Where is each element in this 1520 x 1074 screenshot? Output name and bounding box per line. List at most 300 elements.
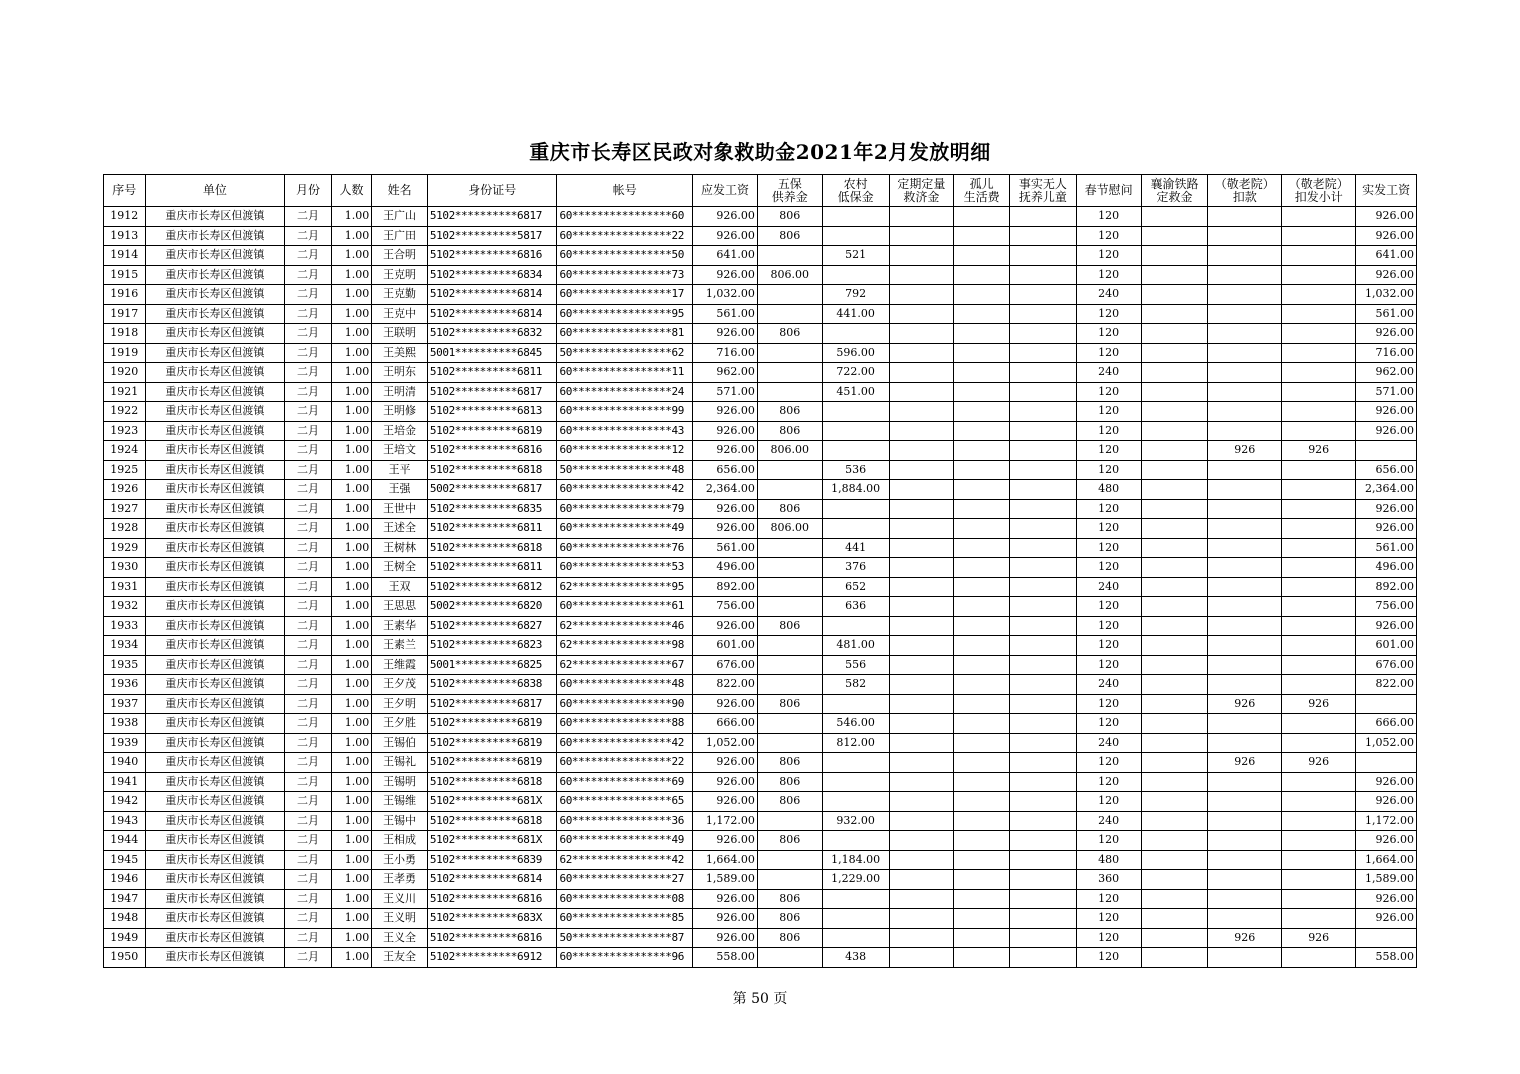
cell-account: 60****************49 (557, 519, 693, 539)
cell-festival: 240 (1076, 675, 1141, 695)
cell-unit: 重庆市长寿区但渡镇 (145, 655, 285, 675)
cell-orphan (954, 538, 1010, 558)
cell-name: 王明东 (372, 363, 428, 383)
cell-unit: 重庆市长寿区但渡镇 (145, 343, 285, 363)
cell-festival: 240 (1076, 285, 1141, 305)
cell-seq: 1917 (104, 304, 146, 324)
cell-orphan (954, 889, 1010, 909)
cell-orphan (954, 831, 1010, 851)
cell-unit: 重庆市长寿区但渡镇 (145, 597, 285, 617)
cell-id-number: 5102**********6832 (427, 324, 557, 344)
cell-deduction (1208, 460, 1282, 480)
cell-deduction-subtotal (1282, 382, 1356, 402)
cell-gross-pay: 601.00 (693, 636, 758, 656)
cell-xiangyu (1141, 870, 1208, 890)
cell-orphan (954, 285, 1010, 305)
cell-dingqi (889, 655, 954, 675)
cell-unsupported-child (1009, 889, 1076, 909)
cell-xiangyu (1141, 577, 1208, 597)
cell-deduction (1208, 655, 1282, 675)
cell-dingqi (889, 363, 954, 383)
cell-id-number: 5102**********6814 (427, 870, 557, 890)
cell-gross-pay: 926.00 (693, 421, 758, 441)
cell-dibao (822, 499, 889, 519)
cell-account: 60****************90 (557, 694, 693, 714)
cell-unit: 重庆市长寿区但渡镇 (145, 831, 285, 851)
cell-count: 1.00 (331, 382, 371, 402)
cell-gross-pay: 926.00 (693, 207, 758, 227)
cell-unit: 重庆市长寿区但渡镇 (145, 460, 285, 480)
cell-deduction-subtotal (1282, 616, 1356, 636)
cell-unsupported-child (1009, 694, 1076, 714)
cell-account: 60****************22 (557, 226, 693, 246)
cell-unsupported-child (1009, 948, 1076, 968)
cell-dibao (822, 324, 889, 344)
cell-deduction-subtotal (1282, 577, 1356, 597)
cell-deduction (1208, 343, 1282, 363)
cell-dingqi (889, 558, 954, 578)
cell-xiangyu (1141, 636, 1208, 656)
cell-deduction (1208, 675, 1282, 695)
cell-count: 1.00 (331, 753, 371, 773)
cell-xiangyu (1141, 694, 1208, 714)
cell-unit: 重庆市长寿区但渡镇 (145, 616, 285, 636)
cell-wubao (757, 538, 822, 558)
cell-net-pay: 926.00 (1356, 265, 1417, 285)
cell-unsupported-child (1009, 538, 1076, 558)
cell-festival: 120 (1076, 694, 1141, 714)
cell-deduction-subtotal (1282, 324, 1356, 344)
cell-dingqi (889, 480, 954, 500)
cell-dingqi (889, 733, 954, 753)
cell-deduction (1208, 831, 1282, 851)
cell-name: 王树林 (372, 538, 428, 558)
cell-seq: 1915 (104, 265, 146, 285)
cell-id-number: 5002**********6817 (427, 480, 557, 500)
cell-count: 1.00 (331, 655, 371, 675)
cell-seq: 1934 (104, 636, 146, 656)
cell-deduction (1208, 363, 1282, 383)
cell-dibao (822, 792, 889, 812)
cell-deduction: 926 (1208, 753, 1282, 773)
cell-net-pay: 822.00 (1356, 675, 1417, 695)
cell-net-pay: 1,589.00 (1356, 870, 1417, 890)
cell-name: 王素华 (372, 616, 428, 636)
cell-wubao (757, 480, 822, 500)
column-header-orphan: 孤儿 生活费 (954, 175, 1010, 207)
cell-name: 王锡礼 (372, 753, 428, 773)
cell-deduction (1208, 909, 1282, 929)
cell-gross-pay: 561.00 (693, 538, 758, 558)
table-row (104, 285, 1417, 305)
cell-dingqi (889, 304, 954, 324)
cell-deduction-subtotal (1282, 714, 1356, 734)
cell-dibao: 582 (822, 675, 889, 695)
cell-wubao (757, 733, 822, 753)
column-header-deduction-subtotal: （敬老院） 扣发小计 (1282, 175, 1356, 207)
cell-dingqi (889, 870, 954, 890)
cell-count: 1.00 (331, 304, 371, 324)
cell-wubao (757, 850, 822, 870)
table-row (104, 499, 1417, 519)
cell-gross-pay: 926.00 (693, 909, 758, 929)
cell-unsupported-child (1009, 616, 1076, 636)
cell-net-pay: 926.00 (1356, 792, 1417, 812)
cell-seq: 1933 (104, 616, 146, 636)
cell-orphan (954, 733, 1010, 753)
cell-orphan (954, 694, 1010, 714)
cell-id-number: 5002**********6820 (427, 597, 557, 617)
cell-name: 王夕明 (372, 694, 428, 714)
cell-xiangyu (1141, 616, 1208, 636)
cell-dibao: 451.00 (822, 382, 889, 402)
table-row (104, 577, 1417, 597)
cell-gross-pay: 926.00 (693, 616, 758, 636)
cell-dibao (822, 753, 889, 773)
cell-festival: 480 (1076, 850, 1141, 870)
cell-account: 60****************42 (557, 733, 693, 753)
cell-month: 二月 (285, 889, 332, 909)
cell-name: 王培金 (372, 421, 428, 441)
cell-unsupported-child (1009, 460, 1076, 480)
cell-xiangyu (1141, 675, 1208, 695)
cell-net-pay: 926.00 (1356, 772, 1417, 792)
cell-net-pay: 926.00 (1356, 324, 1417, 344)
cell-wubao: 806 (757, 831, 822, 851)
cell-net-pay: 926.00 (1356, 889, 1417, 909)
cell-name: 王义川 (372, 889, 428, 909)
cell-count: 1.00 (331, 636, 371, 656)
cell-unit: 重庆市长寿区但渡镇 (145, 694, 285, 714)
cell-xiangyu (1141, 831, 1208, 851)
cell-month: 二月 (285, 850, 332, 870)
cell-orphan (954, 207, 1010, 227)
cell-dingqi (889, 382, 954, 402)
cell-unsupported-child (1009, 655, 1076, 675)
cell-gross-pay: 561.00 (693, 304, 758, 324)
cell-count: 1.00 (331, 441, 371, 461)
table-row (104, 675, 1417, 695)
table-row (104, 324, 1417, 344)
cell-id-number: 5102**********6823 (427, 636, 557, 656)
cell-name: 王义明 (372, 909, 428, 929)
cell-dibao (822, 694, 889, 714)
cell-account: 62****************98 (557, 636, 693, 656)
cell-seq: 1944 (104, 831, 146, 851)
cell-net-pay (1356, 441, 1417, 461)
cell-wubao (757, 597, 822, 617)
cell-net-pay (1356, 694, 1417, 714)
column-header-net-pay: 实发工资 (1356, 175, 1417, 207)
cell-festival: 120 (1076, 246, 1141, 266)
cell-deduction (1208, 889, 1282, 909)
cell-deduction (1208, 733, 1282, 753)
column-header-id-number: 身份证号 (427, 175, 557, 207)
table-row (104, 714, 1417, 734)
cell-gross-pay: 926.00 (693, 226, 758, 246)
cell-deduction (1208, 499, 1282, 519)
cell-count: 1.00 (331, 831, 371, 851)
cell-orphan (954, 675, 1010, 695)
cell-gross-pay: 892.00 (693, 577, 758, 597)
cell-month: 二月 (285, 948, 332, 968)
cell-xiangyu (1141, 928, 1208, 948)
cell-xiangyu (1141, 480, 1208, 500)
table-row (104, 616, 1417, 636)
cell-deduction (1208, 616, 1282, 636)
cell-orphan (954, 558, 1010, 578)
cell-unsupported-child (1009, 304, 1076, 324)
cell-orphan (954, 655, 1010, 675)
cell-dibao: 1,184.00 (822, 850, 889, 870)
cell-gross-pay: 926.00 (693, 499, 758, 519)
cell-name: 王克勤 (372, 285, 428, 305)
cell-xiangyu (1141, 948, 1208, 968)
cell-net-pay: 666.00 (1356, 714, 1417, 734)
payment-table (103, 174, 1417, 968)
cell-month: 二月 (285, 577, 332, 597)
cell-dibao: 438 (822, 948, 889, 968)
cell-wubao: 806.00 (757, 265, 822, 285)
cell-count: 1.00 (331, 363, 371, 383)
cell-net-pay: 1,172.00 (1356, 811, 1417, 831)
cell-deduction (1208, 850, 1282, 870)
cell-orphan (954, 226, 1010, 246)
cell-name: 王明清 (372, 382, 428, 402)
cell-festival: 240 (1076, 363, 1141, 383)
cell-wubao: 806 (757, 909, 822, 929)
cell-net-pay: 926.00 (1356, 207, 1417, 227)
cell-dingqi (889, 694, 954, 714)
cell-deduction (1208, 772, 1282, 792)
cell-dingqi (889, 324, 954, 344)
table-row (104, 460, 1417, 480)
table-row (104, 480, 1417, 500)
cell-gross-pay: 496.00 (693, 558, 758, 578)
cell-orphan (954, 265, 1010, 285)
cell-name: 王锡维 (372, 792, 428, 812)
cell-orphan (954, 441, 1010, 461)
cell-dibao (822, 616, 889, 636)
cell-gross-pay: 926.00 (693, 694, 758, 714)
cell-account: 60****************61 (557, 597, 693, 617)
cell-orphan (954, 304, 1010, 324)
table-row (104, 304, 1417, 324)
cell-net-pay: 496.00 (1356, 558, 1417, 578)
cell-unit: 重庆市长寿区但渡镇 (145, 577, 285, 597)
cell-dingqi (889, 909, 954, 929)
cell-xiangyu (1141, 324, 1208, 344)
cell-net-pay: 926.00 (1356, 421, 1417, 441)
table-row (104, 889, 1417, 909)
cell-festival: 120 (1076, 460, 1141, 480)
cell-xiangyu (1141, 850, 1208, 870)
cell-deduction-subtotal (1282, 636, 1356, 656)
cell-deduction-subtotal (1282, 402, 1356, 422)
cell-seq: 1950 (104, 948, 146, 968)
cell-dingqi (889, 285, 954, 305)
cell-count: 1.00 (331, 811, 371, 831)
column-header-name: 姓名 (372, 175, 428, 207)
cell-dingqi (889, 714, 954, 734)
cell-count: 1.00 (331, 285, 371, 305)
cell-net-pay: 926.00 (1356, 402, 1417, 422)
cell-festival: 120 (1076, 714, 1141, 734)
cell-gross-pay: 926.00 (693, 265, 758, 285)
cell-gross-pay: 666.00 (693, 714, 758, 734)
cell-wubao (757, 948, 822, 968)
cell-month: 二月 (285, 343, 332, 363)
cell-festival: 120 (1076, 324, 1141, 344)
cell-net-pay: 926.00 (1356, 499, 1417, 519)
cell-dibao (822, 421, 889, 441)
cell-wubao (757, 870, 822, 890)
cell-dingqi (889, 811, 954, 831)
cell-deduction (1208, 421, 1282, 441)
cell-month: 二月 (285, 675, 332, 695)
cell-gross-pay: 822.00 (693, 675, 758, 695)
cell-dibao: 652 (822, 577, 889, 597)
table-row (104, 265, 1417, 285)
cell-dingqi (889, 850, 954, 870)
cell-unit: 重庆市长寿区但渡镇 (145, 421, 285, 441)
cell-name: 王述全 (372, 519, 428, 539)
cell-dibao: 596.00 (822, 343, 889, 363)
cell-orphan (954, 909, 1010, 929)
cell-dingqi (889, 675, 954, 695)
cell-name: 王思思 (372, 597, 428, 617)
cell-festival: 120 (1076, 265, 1141, 285)
cell-name: 王义全 (372, 928, 428, 948)
cell-count: 1.00 (331, 226, 371, 246)
cell-name: 王联明 (372, 324, 428, 344)
cell-deduction-subtotal (1282, 675, 1356, 695)
cell-festival: 120 (1076, 519, 1141, 539)
cell-wubao (757, 304, 822, 324)
cell-count: 1.00 (331, 850, 371, 870)
cell-dingqi (889, 441, 954, 461)
cell-dibao: 521 (822, 246, 889, 266)
cell-id-number: 5102**********6817 (427, 207, 557, 227)
cell-account: 60****************60 (557, 207, 693, 227)
cell-orphan (954, 616, 1010, 636)
cell-month: 二月 (285, 538, 332, 558)
cell-month: 二月 (285, 285, 332, 305)
cell-unit: 重庆市长寿区但渡镇 (145, 499, 285, 519)
cell-account: 60****************49 (557, 831, 693, 851)
cell-net-pay: 561.00 (1356, 304, 1417, 324)
cell-dingqi (889, 597, 954, 617)
cell-deduction-subtotal (1282, 499, 1356, 519)
table-row (104, 831, 1417, 851)
table-row (104, 441, 1417, 461)
cell-name: 王合明 (372, 246, 428, 266)
cell-gross-pay: 1,589.00 (693, 870, 758, 890)
cell-orphan (954, 577, 1010, 597)
cell-wubao: 806 (757, 889, 822, 909)
cell-wubao: 806 (757, 499, 822, 519)
cell-xiangyu (1141, 207, 1208, 227)
cell-seq: 1946 (104, 870, 146, 890)
cell-xiangyu (1141, 226, 1208, 246)
cell-seq: 1913 (104, 226, 146, 246)
cell-name: 王树全 (372, 558, 428, 578)
cell-seq: 1924 (104, 441, 146, 461)
cell-unsupported-child (1009, 519, 1076, 539)
column-header-dibao: 农村 低保金 (822, 175, 889, 207)
cell-deduction (1208, 558, 1282, 578)
cell-unit: 重庆市长寿区但渡镇 (145, 285, 285, 305)
cell-seq: 1943 (104, 811, 146, 831)
cell-deduction: 926 (1208, 694, 1282, 714)
cell-seq: 1936 (104, 675, 146, 695)
cell-dingqi (889, 577, 954, 597)
cell-name: 王克明 (372, 265, 428, 285)
table-body (104, 207, 1417, 968)
cell-id-number: 5102**********6819 (427, 753, 557, 773)
cell-account: 60****************96 (557, 948, 693, 968)
cell-seq: 1942 (104, 792, 146, 812)
cell-count: 1.00 (331, 324, 371, 344)
cell-name: 王锡伯 (372, 733, 428, 753)
cell-id-number: 5102**********6818 (427, 538, 557, 558)
cell-unsupported-child (1009, 909, 1076, 929)
cell-count: 1.00 (331, 343, 371, 363)
cell-account: 60****************43 (557, 421, 693, 441)
cell-dibao (822, 909, 889, 929)
cell-unsupported-child (1009, 246, 1076, 266)
cell-id-number: 5102**********6912 (427, 948, 557, 968)
column-header-dingqi: 定期定量 救济金 (889, 175, 954, 207)
cell-name: 王锡明 (372, 772, 428, 792)
cell-unsupported-child (1009, 382, 1076, 402)
cell-deduction-subtotal (1282, 538, 1356, 558)
cell-festival: 120 (1076, 928, 1141, 948)
cell-count: 1.00 (331, 675, 371, 695)
cell-xiangyu (1141, 733, 1208, 753)
cell-deduction-subtotal (1282, 831, 1356, 851)
cell-net-pay: 1,032.00 (1356, 285, 1417, 305)
cell-deduction-subtotal (1282, 597, 1356, 617)
cell-seq: 1916 (104, 285, 146, 305)
cell-gross-pay: 926.00 (693, 441, 758, 461)
cell-month: 二月 (285, 246, 332, 266)
cell-id-number: 5102**********6819 (427, 714, 557, 734)
cell-unsupported-child (1009, 928, 1076, 948)
cell-xiangyu (1141, 382, 1208, 402)
cell-deduction (1208, 577, 1282, 597)
cell-festival: 120 (1076, 772, 1141, 792)
column-header-count: 人数 (331, 175, 371, 207)
cell-count: 1.00 (331, 480, 371, 500)
cell-deduction (1208, 792, 1282, 812)
cell-gross-pay: 926.00 (693, 831, 758, 851)
cell-account: 62****************67 (557, 655, 693, 675)
cell-name: 王相成 (372, 831, 428, 851)
cell-unsupported-child (1009, 811, 1076, 831)
cell-xiangyu (1141, 363, 1208, 383)
cell-account: 60****************73 (557, 265, 693, 285)
cell-id-number: 5102**********6818 (427, 460, 557, 480)
cell-dibao: 376 (822, 558, 889, 578)
cell-festival: 120 (1076, 226, 1141, 246)
cell-orphan (954, 850, 1010, 870)
cell-month: 二月 (285, 460, 332, 480)
cell-dibao: 1,884.00 (822, 480, 889, 500)
cell-month: 二月 (285, 714, 332, 734)
cell-month: 二月 (285, 655, 332, 675)
cell-count: 1.00 (331, 792, 371, 812)
